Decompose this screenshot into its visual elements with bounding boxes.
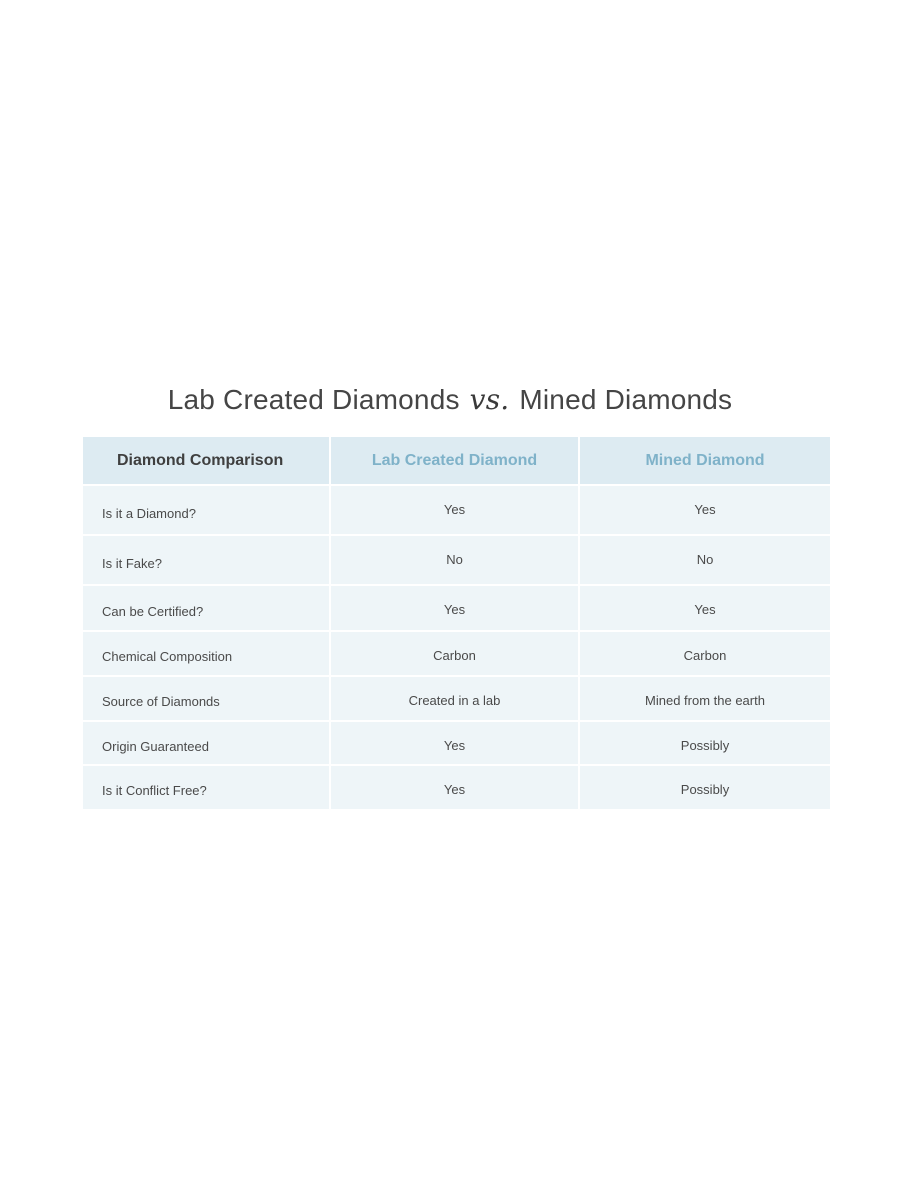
row-label: Origin Guaranteed (83, 722, 331, 766)
row-label: Can be Certified? (83, 586, 331, 632)
lab-value: Created in a lab (331, 677, 580, 722)
mined-value: No (580, 536, 830, 586)
title-mined: Mined Diamonds (519, 384, 733, 415)
mined-value: Mined from the earth (580, 677, 830, 722)
mined-value: Possibly (580, 722, 830, 766)
lab-value: Yes (331, 766, 580, 811)
header-mined: Mined Diamond (580, 437, 830, 486)
lab-value: No (331, 536, 580, 586)
comparison-table (83, 437, 830, 811)
title-vs: vs. (469, 383, 510, 416)
lab-value: Carbon (331, 632, 580, 677)
page-title (0, 380, 900, 420)
row-label: Is it a Diamond? (83, 486, 331, 536)
mined-value: Yes (580, 586, 830, 632)
row-label: Chemical Composition (83, 632, 331, 677)
row-label: Is it Fake? (83, 536, 331, 586)
lab-value: Yes (331, 586, 580, 632)
mined-value: Possibly (580, 766, 830, 811)
title-lab-created: Lab Created Diamonds (167, 384, 460, 415)
row-label: Source of Diamonds (83, 677, 331, 722)
mined-value: Yes (580, 486, 830, 536)
lab-value: Yes (331, 722, 580, 766)
row-label: Is it Conflict Free? (83, 766, 331, 811)
header-diamond-comparison: Diamond Comparison (83, 437, 331, 486)
header-lab-created: Lab Created Diamond (331, 437, 580, 486)
mined-value: Carbon (580, 632, 830, 677)
lab-value: Yes (331, 486, 580, 536)
